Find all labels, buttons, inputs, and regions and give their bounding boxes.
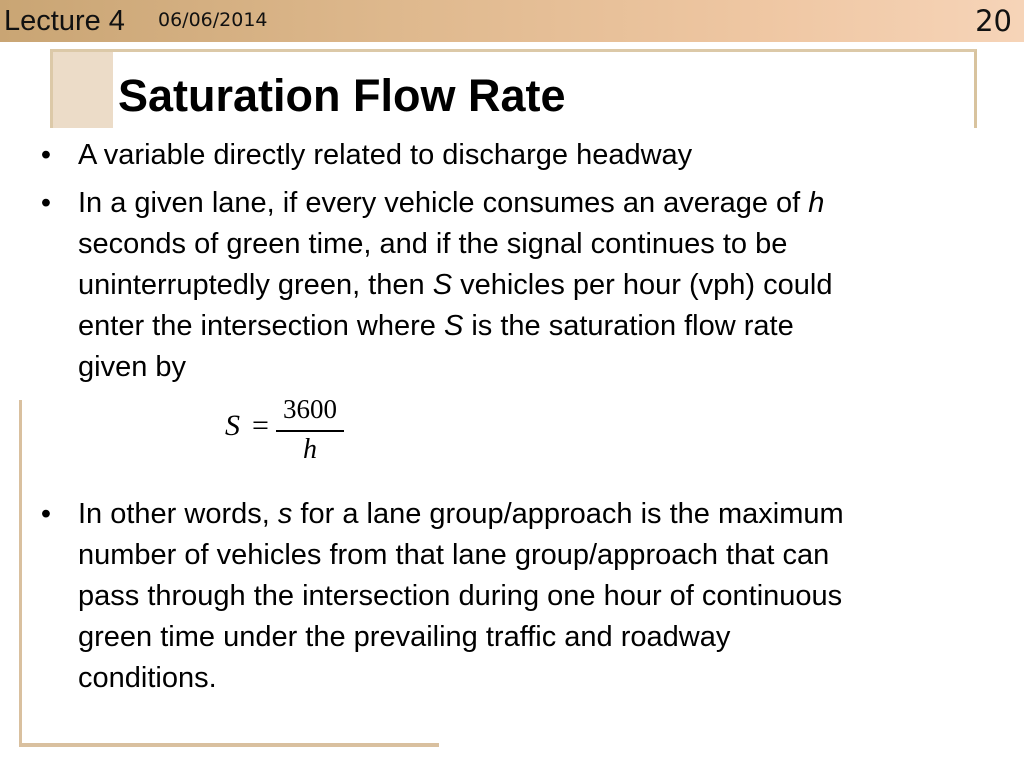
bullet-line <box>78 183 990 224</box>
bullet-line <box>78 265 990 306</box>
text-run: enter the intersection where <box>78 310 444 342</box>
bullet-line <box>78 135 990 176</box>
formula-lhs: S <box>225 409 240 442</box>
bullet-text <box>78 135 990 176</box>
bullet-line <box>78 224 990 265</box>
bullet-line <box>78 576 990 617</box>
lecture-label: Lecture 4 <box>4 5 125 37</box>
bullet-dot-icon: • <box>40 187 52 219</box>
text-run: vehicles per hour (vph) could <box>452 269 833 301</box>
text-run: for a lane group/approach is the maximum <box>292 498 844 530</box>
text-run: green time under the prevailing traffic and roadway <box>78 621 731 653</box>
bullet-line <box>78 535 990 576</box>
formula-fraction-bar <box>276 430 344 432</box>
bullet-text <box>78 494 990 699</box>
text-run: given by <box>78 351 187 383</box>
italic-variable: S <box>432 269 453 301</box>
slide-title: Saturation Flow Rate <box>118 70 566 121</box>
text-run: conditions. <box>78 662 217 694</box>
header-bar <box>0 0 1024 42</box>
text-run: uninterruptedly green, then <box>78 269 433 301</box>
text-run: seconds of green time, and if the signal continues to be <box>78 228 788 260</box>
bullet-dot-icon: • <box>40 498 52 530</box>
text-run: A variable directly related to discharge headway <box>78 139 693 171</box>
content-frame-left-border <box>19 400 22 746</box>
bullet-text <box>78 183 990 388</box>
saturation-flow-formula <box>225 392 355 472</box>
bullet-line <box>78 658 990 699</box>
italic-variable: S <box>443 310 464 342</box>
formula-numerator: 3600 <box>283 394 337 424</box>
title-accent-block <box>53 52 113 128</box>
bullet-dot-icon: • <box>40 139 52 171</box>
bullet-line <box>78 306 990 347</box>
slide-number: 20 <box>975 4 1012 38</box>
bullet-line <box>78 494 990 535</box>
text-run: is the saturation flow rate <box>463 310 794 342</box>
text-run: number of vehicles from that lane group/approach that can <box>78 539 830 571</box>
content-frame-bottom-border <box>19 743 439 747</box>
text-run: In other words, <box>78 498 278 530</box>
text-run: pass through the intersection during one hour of continuous <box>78 580 843 612</box>
italic-variable: s <box>277 498 293 530</box>
bullet-line <box>78 617 990 658</box>
italic-variable: h <box>808 187 825 219</box>
text-run: In a given lane, if every vehicle consumes an average of <box>78 187 809 219</box>
bullet-line <box>78 347 990 388</box>
formula-denominator: h <box>303 434 317 465</box>
formula-equals-sign: = <box>252 409 269 442</box>
date-label: 06/06/2014 <box>158 9 268 31</box>
